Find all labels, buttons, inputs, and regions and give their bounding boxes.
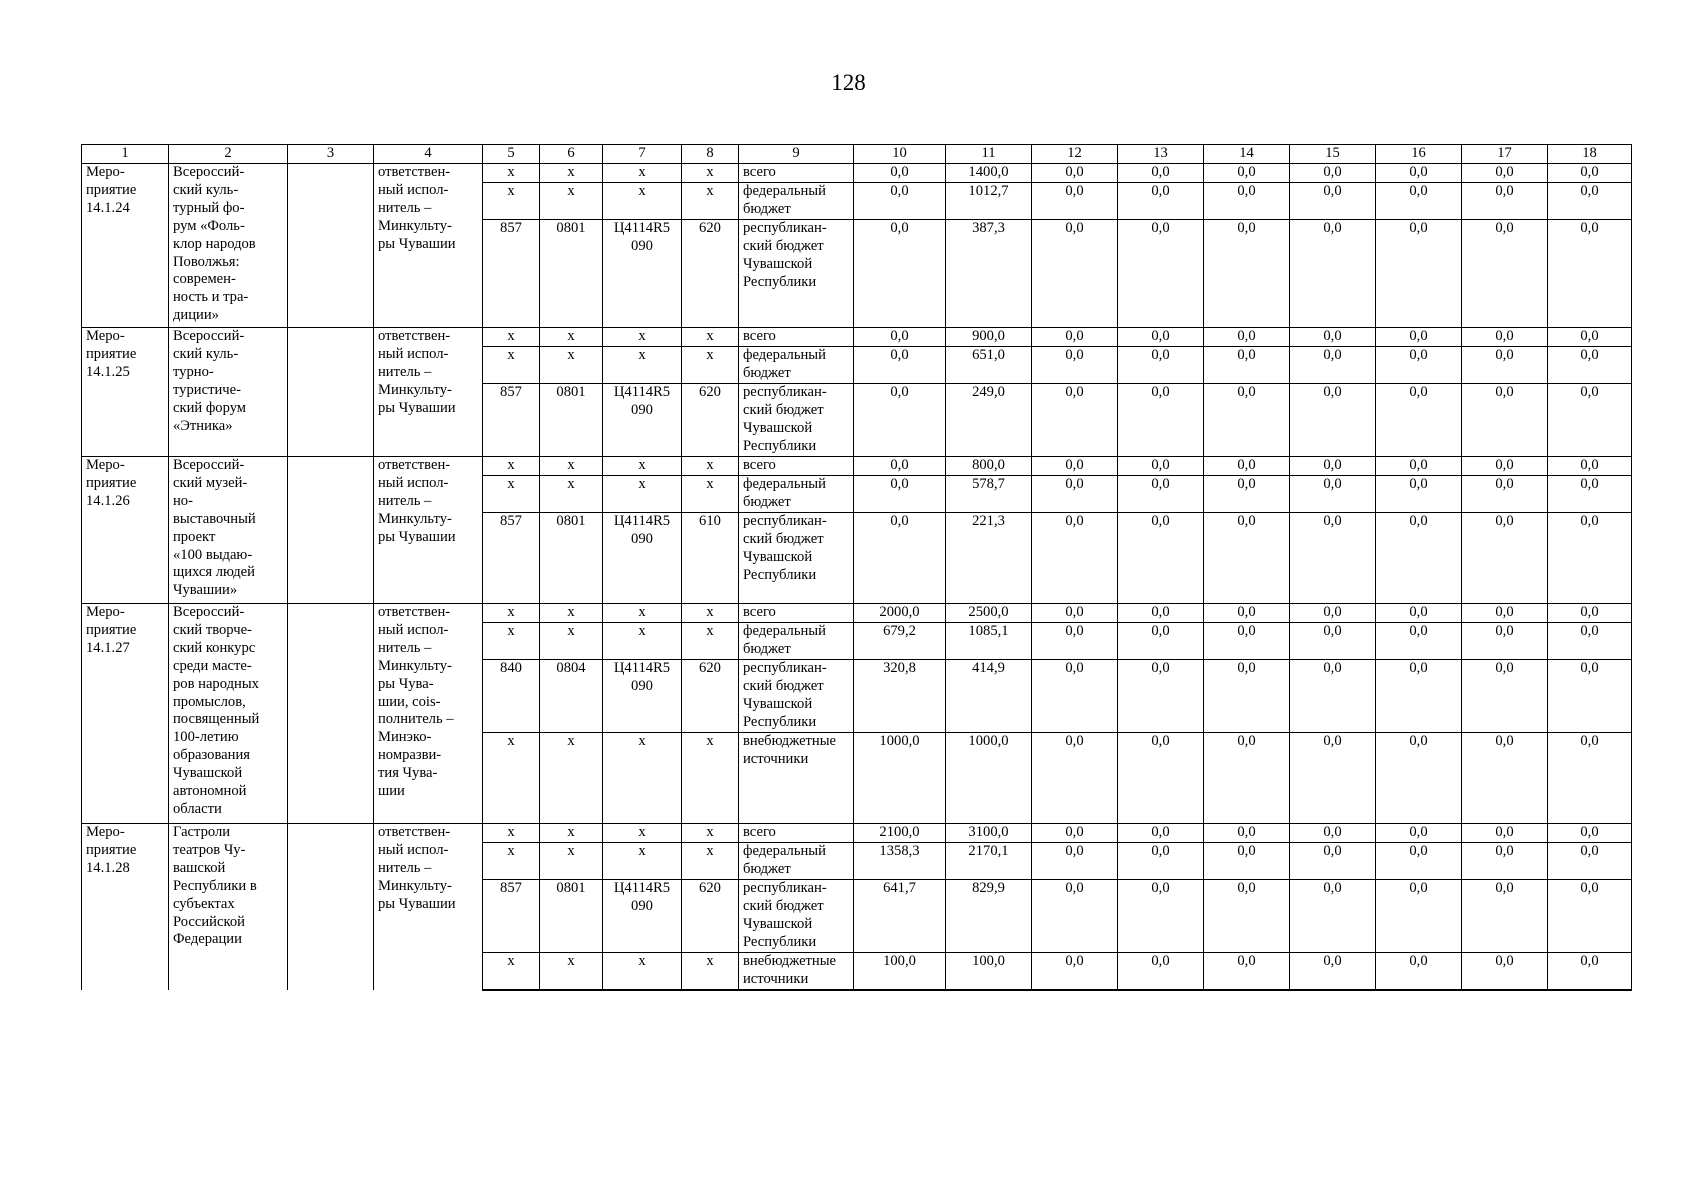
value-cell-col13: 0,0 [1118,220,1204,328]
value-cell-col10: 0,0 [854,476,946,513]
value-cell-col16: 0,0 [1376,476,1462,513]
value-cell-col11: 900,0 [946,328,1032,347]
col3-cell [288,164,374,328]
funding-source-cell: федеральный бюджет [739,183,854,220]
value-cell-col13: 0,0 [1118,604,1204,623]
value-cell-col17: 0,0 [1462,880,1548,953]
value-cell-col18: 0,0 [1548,384,1632,457]
grbs-cell: x [483,843,540,880]
grbs-cell: x [483,476,540,513]
value-cell-col17: 0,0 [1462,623,1548,660]
value-cell-col18: 0,0 [1548,824,1632,843]
value-cell-col16: 0,0 [1376,953,1462,990]
value-cell-col13: 0,0 [1118,384,1204,457]
funding-source-cell: федеральный бюджет [739,843,854,880]
value-cell-col16: 0,0 [1376,183,1462,220]
value-cell-col11: 1085,1 [946,623,1032,660]
executor-cell: ответствен- ный испол- нитель – Минкульту- ры Чувашии [374,164,483,328]
value-cell-col18: 0,0 [1548,843,1632,880]
value-cell-col10: 0,0 [854,457,946,476]
value-cell-col15: 0,0 [1290,660,1376,733]
value-cell-col12: 0,0 [1032,604,1118,623]
value-cell-col17: 0,0 [1462,513,1548,604]
value-cell-col16: 0,0 [1376,513,1462,604]
table-row [82,328,1632,347]
grbs-cell: x [483,953,540,990]
expense-group-cell: x [682,347,739,384]
value-cell-col18: 0,0 [1548,880,1632,953]
expense-group-cell: x [682,328,739,347]
value-cell-col11: 387,3 [946,220,1032,328]
expense-group-cell: x [682,824,739,843]
value-cell-col16: 0,0 [1376,328,1462,347]
value-cell-col13: 0,0 [1118,824,1204,843]
value-cell-col16: 0,0 [1376,384,1462,457]
section-cell: x [540,733,603,824]
value-cell-col11: 1400,0 [946,164,1032,183]
value-cell-col12: 0,0 [1032,953,1118,990]
value-cell-col15: 0,0 [1290,604,1376,623]
value-cell-col17: 0,0 [1462,843,1548,880]
value-cell-col10: 1358,3 [854,843,946,880]
header-cell-17: 17 [1462,145,1548,164]
expense-group-cell: x [682,457,739,476]
value-cell-col15: 0,0 [1290,843,1376,880]
value-cell-col18: 0,0 [1548,953,1632,990]
value-cell-col18: 0,0 [1548,220,1632,328]
header-cell-11: 11 [946,145,1032,164]
target-article-cell: x [603,733,682,824]
expense-group-cell: x [682,733,739,824]
section-cell: 0801 [540,880,603,953]
funding-source-cell: внебюджетные источники [739,733,854,824]
value-cell-col16: 0,0 [1376,164,1462,183]
grbs-cell: 857 [483,513,540,604]
header-cell-6: 6 [540,145,603,164]
value-cell-col11: 800,0 [946,457,1032,476]
value-cell-col13: 0,0 [1118,733,1204,824]
grbs-cell: 857 [483,220,540,328]
event-name-cell: Всероссий- ский куль- турный фо- рум «Фоль- клор народов Поволжья: современ- ность и тра- диции» [169,164,288,328]
expense-group-cell: 620 [682,384,739,457]
target-article-cell: x [603,457,682,476]
value-cell-col10: 1000,0 [854,733,946,824]
header-row [82,145,1632,164]
section-cell: x [540,457,603,476]
grbs-cell: x [483,733,540,824]
header-cell-12: 12 [1032,145,1118,164]
value-cell-col11: 249,0 [946,384,1032,457]
value-cell-col10: 0,0 [854,347,946,384]
value-cell-col14: 0,0 [1204,843,1290,880]
budget-table [81,144,1632,991]
value-cell-col10: 679,2 [854,623,946,660]
value-cell-col11: 414,9 [946,660,1032,733]
target-article-cell: Ц4114R5 090 [603,220,682,328]
value-cell-col10: 2100,0 [854,824,946,843]
funding-source-cell: республикан- ский бюджет Чувашской Республики [739,660,854,733]
value-cell-col11: 3100,0 [946,824,1032,843]
value-cell-col14: 0,0 [1204,513,1290,604]
grbs-cell: 857 [483,880,540,953]
target-article-cell: Ц4114R5 090 [603,513,682,604]
value-cell-col15: 0,0 [1290,733,1376,824]
expense-group-cell: x [682,183,739,220]
expense-group-cell: x [682,623,739,660]
funding-source-cell: всего [739,604,854,623]
section-cell: x [540,953,603,990]
value-cell-col15: 0,0 [1290,183,1376,220]
value-cell-col17: 0,0 [1462,347,1548,384]
header-cell-7: 7 [603,145,682,164]
target-article-cell: x [603,347,682,384]
expense-group-cell: 610 [682,513,739,604]
value-cell-col17: 0,0 [1462,660,1548,733]
value-cell-col13: 0,0 [1118,880,1204,953]
header-cell-3: 3 [288,145,374,164]
value-cell-col15: 0,0 [1290,824,1376,843]
value-cell-col12: 0,0 [1032,880,1118,953]
header-cell-13: 13 [1118,145,1204,164]
value-cell-col12: 0,0 [1032,843,1118,880]
header-cell-1: 1 [82,145,169,164]
value-cell-col10: 0,0 [854,513,946,604]
header-cell-8: 8 [682,145,739,164]
col3-cell [288,457,374,604]
value-cell-col14: 0,0 [1204,604,1290,623]
value-cell-col15: 0,0 [1290,623,1376,660]
value-cell-col15: 0,0 [1290,164,1376,183]
target-article-cell: x [603,953,682,990]
expense-group-cell: x [682,843,739,880]
value-cell-col12: 0,0 [1032,347,1118,384]
funding-source-cell: республикан- ский бюджет Чувашской Республики [739,513,854,604]
value-cell-col17: 0,0 [1462,220,1548,328]
value-cell-col18: 0,0 [1548,604,1632,623]
grbs-cell: 857 [483,384,540,457]
value-cell-col10: 0,0 [854,328,946,347]
value-cell-col16: 0,0 [1376,457,1462,476]
executor-cell: ответствен- ный испол- нитель – Минкульту- ры Чувашии [374,824,483,990]
table-row [82,604,1632,623]
expense-group-cell: 620 [682,220,739,328]
value-cell-col14: 0,0 [1204,164,1290,183]
value-cell-col10: 0,0 [854,220,946,328]
value-cell-col17: 0,0 [1462,476,1548,513]
event-name-cell: Всероссий- ский музей- но- выставочный проект «100 выдаю- щихся людей Чувашии» [169,457,288,604]
value-cell-col13: 0,0 [1118,476,1204,513]
value-cell-col10: 2000,0 [854,604,946,623]
col3-cell [288,604,374,824]
event-number-cell: Меро- приятие 14.1.27 [82,604,169,824]
grbs-cell: x [483,824,540,843]
value-cell-col18: 0,0 [1548,183,1632,220]
value-cell-col18: 0,0 [1548,347,1632,384]
value-cell-col15: 0,0 [1290,476,1376,513]
target-article-cell: x [603,476,682,513]
value-cell-col12: 0,0 [1032,328,1118,347]
funding-source-cell: федеральный бюджет [739,347,854,384]
section-cell: x [540,824,603,843]
grbs-cell: x [483,164,540,183]
header-cell-18: 18 [1548,145,1632,164]
value-cell-col11: 2170,1 [946,843,1032,880]
value-cell-col13: 0,0 [1118,513,1204,604]
value-cell-col14: 0,0 [1204,384,1290,457]
value-cell-col12: 0,0 [1032,476,1118,513]
value-cell-col14: 0,0 [1204,347,1290,384]
executor-cell: ответствен- ный испол- нитель – Минкульту- ры Чувашии [374,457,483,604]
funding-source-cell: внебюджетные источники [739,953,854,990]
page-number: 128 [831,70,866,95]
funding-source-cell: всего [739,328,854,347]
expense-group-cell: 620 [682,880,739,953]
value-cell-col11: 1012,7 [946,183,1032,220]
expense-group-cell: x [682,953,739,990]
value-cell-col18: 0,0 [1548,733,1632,824]
value-cell-col16: 0,0 [1376,660,1462,733]
value-cell-col17: 0,0 [1462,733,1548,824]
target-article-cell: x [603,183,682,220]
value-cell-col10: 0,0 [854,183,946,220]
grbs-cell: x [483,623,540,660]
target-article-cell: x [603,843,682,880]
header-cell-4: 4 [374,145,483,164]
value-cell-col12: 0,0 [1032,660,1118,733]
col3-cell [288,824,374,990]
value-cell-col12: 0,0 [1032,513,1118,604]
target-article-cell: x [603,328,682,347]
value-cell-col13: 0,0 [1118,457,1204,476]
value-cell-col10: 0,0 [854,384,946,457]
value-cell-col18: 0,0 [1548,513,1632,604]
funding-source-cell: республикан- ский бюджет Чувашской Республики [739,220,854,328]
value-cell-col14: 0,0 [1204,824,1290,843]
value-cell-col15: 0,0 [1290,880,1376,953]
table-row [82,164,1632,183]
value-cell-col12: 0,0 [1032,824,1118,843]
value-cell-col17: 0,0 [1462,824,1548,843]
value-cell-col12: 0,0 [1032,220,1118,328]
value-cell-col13: 0,0 [1118,660,1204,733]
grbs-cell: x [483,328,540,347]
funding-source-cell: республикан- ский бюджет Чувашской Республики [739,384,854,457]
value-cell-col14: 0,0 [1204,476,1290,513]
event-number-cell: Меро- приятие 14.1.24 [82,164,169,328]
value-cell-col14: 0,0 [1204,328,1290,347]
value-cell-col13: 0,0 [1118,164,1204,183]
header-cell-5: 5 [483,145,540,164]
funding-source-cell: республикан- ский бюджет Чувашской Республики [739,880,854,953]
section-cell: x [540,843,603,880]
funding-source-cell: всего [739,164,854,183]
target-article-cell: x [603,623,682,660]
value-cell-col11: 100,0 [946,953,1032,990]
value-cell-col14: 0,0 [1204,733,1290,824]
value-cell-col11: 578,7 [946,476,1032,513]
target-article-cell: Ц4114R5 090 [603,880,682,953]
value-cell-col12: 0,0 [1032,733,1118,824]
col3-cell [288,328,374,457]
header-cell-15: 15 [1290,145,1376,164]
target-article-cell: Ц4114R5 090 [603,384,682,457]
value-cell-col12: 0,0 [1032,183,1118,220]
value-cell-col13: 0,0 [1118,183,1204,220]
value-cell-col18: 0,0 [1548,328,1632,347]
value-cell-col17: 0,0 [1462,328,1548,347]
section-cell: 0801 [540,513,603,604]
expense-group-cell: x [682,604,739,623]
header-cell-10: 10 [854,145,946,164]
section-cell: 0804 [540,660,603,733]
event-name-cell: Гастроли театров Чу- вашской Республики в субъектах Российской Федерации [169,824,288,990]
executor-cell: ответствен- ный испол- нитель – Минкульту- ры Чувашии [374,328,483,457]
value-cell-col15: 0,0 [1290,328,1376,347]
value-cell-col16: 0,0 [1376,347,1462,384]
value-cell-col11: 829,9 [946,880,1032,953]
expense-group-cell: x [682,476,739,513]
value-cell-col11: 1000,0 [946,733,1032,824]
value-cell-col12: 0,0 [1032,384,1118,457]
funding-source-cell: федеральный бюджет [739,476,854,513]
value-cell-col16: 0,0 [1376,733,1462,824]
section-cell: x [540,476,603,513]
value-cell-col11: 221,3 [946,513,1032,604]
grbs-cell: x [483,347,540,384]
section-cell: x [540,604,603,623]
section-cell: x [540,347,603,384]
value-cell-col18: 0,0 [1548,660,1632,733]
section-cell: 0801 [540,384,603,457]
value-cell-col14: 0,0 [1204,623,1290,660]
value-cell-col14: 0,0 [1204,953,1290,990]
event-number-cell: Меро- приятие 14.1.25 [82,328,169,457]
value-cell-col11: 2500,0 [946,604,1032,623]
value-cell-col16: 0,0 [1376,623,1462,660]
table-row [82,457,1632,476]
value-cell-col11: 651,0 [946,347,1032,384]
section-cell: x [540,328,603,347]
value-cell-col10: 100,0 [854,953,946,990]
value-cell-col15: 0,0 [1290,457,1376,476]
value-cell-col15: 0,0 [1290,384,1376,457]
grbs-cell: x [483,604,540,623]
header-cell-16: 16 [1376,145,1462,164]
value-cell-col13: 0,0 [1118,953,1204,990]
grbs-cell: x [483,457,540,476]
target-article-cell: Ц4114R5 090 [603,660,682,733]
value-cell-col17: 0,0 [1462,384,1548,457]
value-cell-col14: 0,0 [1204,457,1290,476]
target-article-cell: x [603,604,682,623]
section-cell: 0801 [540,220,603,328]
value-cell-col10: 641,7 [854,880,946,953]
value-cell-col13: 0,0 [1118,328,1204,347]
value-cell-col15: 0,0 [1290,220,1376,328]
value-cell-col17: 0,0 [1462,604,1548,623]
value-cell-col14: 0,0 [1204,183,1290,220]
value-cell-col12: 0,0 [1032,164,1118,183]
value-cell-col14: 0,0 [1204,880,1290,953]
value-cell-col17: 0,0 [1462,183,1548,220]
value-cell-col16: 0,0 [1376,880,1462,953]
target-article-cell: x [603,824,682,843]
section-cell: x [540,164,603,183]
header-cell-14: 14 [1204,145,1290,164]
event-name-cell: Всероссий- ский творче- ский конкурс среди масте- ров народных промыслов, посвященный 100-летию образования Чувашской автономной области [169,604,288,824]
value-cell-col17: 0,0 [1462,457,1548,476]
value-cell-col18: 0,0 [1548,457,1632,476]
value-cell-col16: 0,0 [1376,604,1462,623]
target-article-cell: x [603,164,682,183]
expense-group-cell: 620 [682,660,739,733]
expense-group-cell: x [682,164,739,183]
value-cell-col16: 0,0 [1376,843,1462,880]
value-cell-col16: 0,0 [1376,220,1462,328]
value-cell-col16: 0,0 [1376,824,1462,843]
header-cell-9: 9 [739,145,854,164]
value-cell-col12: 0,0 [1032,457,1118,476]
table-body [82,145,1632,990]
grbs-cell: x [483,183,540,220]
value-cell-col15: 0,0 [1290,347,1376,384]
value-cell-col18: 0,0 [1548,476,1632,513]
value-cell-col13: 0,0 [1118,347,1204,384]
funding-source-cell: федеральный бюджет [739,623,854,660]
section-cell: x [540,183,603,220]
funding-source-cell: всего [739,457,854,476]
value-cell-col12: 0,0 [1032,623,1118,660]
value-cell-col15: 0,0 [1290,953,1376,990]
grbs-cell: 840 [483,660,540,733]
value-cell-col18: 0,0 [1548,164,1632,183]
executor-cell: ответствен- ный испол- нитель – Минкульту- ры Чува- шии, сois- полнитель – Минэко- номразви- тия Чува- шии [374,604,483,824]
value-cell-col13: 0,0 [1118,843,1204,880]
value-cell-col10: 320,8 [854,660,946,733]
table-row [82,824,1632,843]
value-cell-col14: 0,0 [1204,660,1290,733]
value-cell-col17: 0,0 [1462,953,1548,990]
value-cell-col18: 0,0 [1548,623,1632,660]
event-number-cell: Меро- приятие 14.1.28 [82,824,169,990]
event-number-cell: Меро- приятие 14.1.26 [82,457,169,604]
value-cell-col10: 0,0 [854,164,946,183]
section-cell: x [540,623,603,660]
value-cell-col13: 0,0 [1118,623,1204,660]
value-cell-col17: 0,0 [1462,164,1548,183]
value-cell-col15: 0,0 [1290,513,1376,604]
funding-source-cell: всего [739,824,854,843]
event-name-cell: Всероссий- ский куль- турно- туристиче- ский форум «Этника» [169,328,288,457]
header-cell-2: 2 [169,145,288,164]
value-cell-col14: 0,0 [1204,220,1290,328]
